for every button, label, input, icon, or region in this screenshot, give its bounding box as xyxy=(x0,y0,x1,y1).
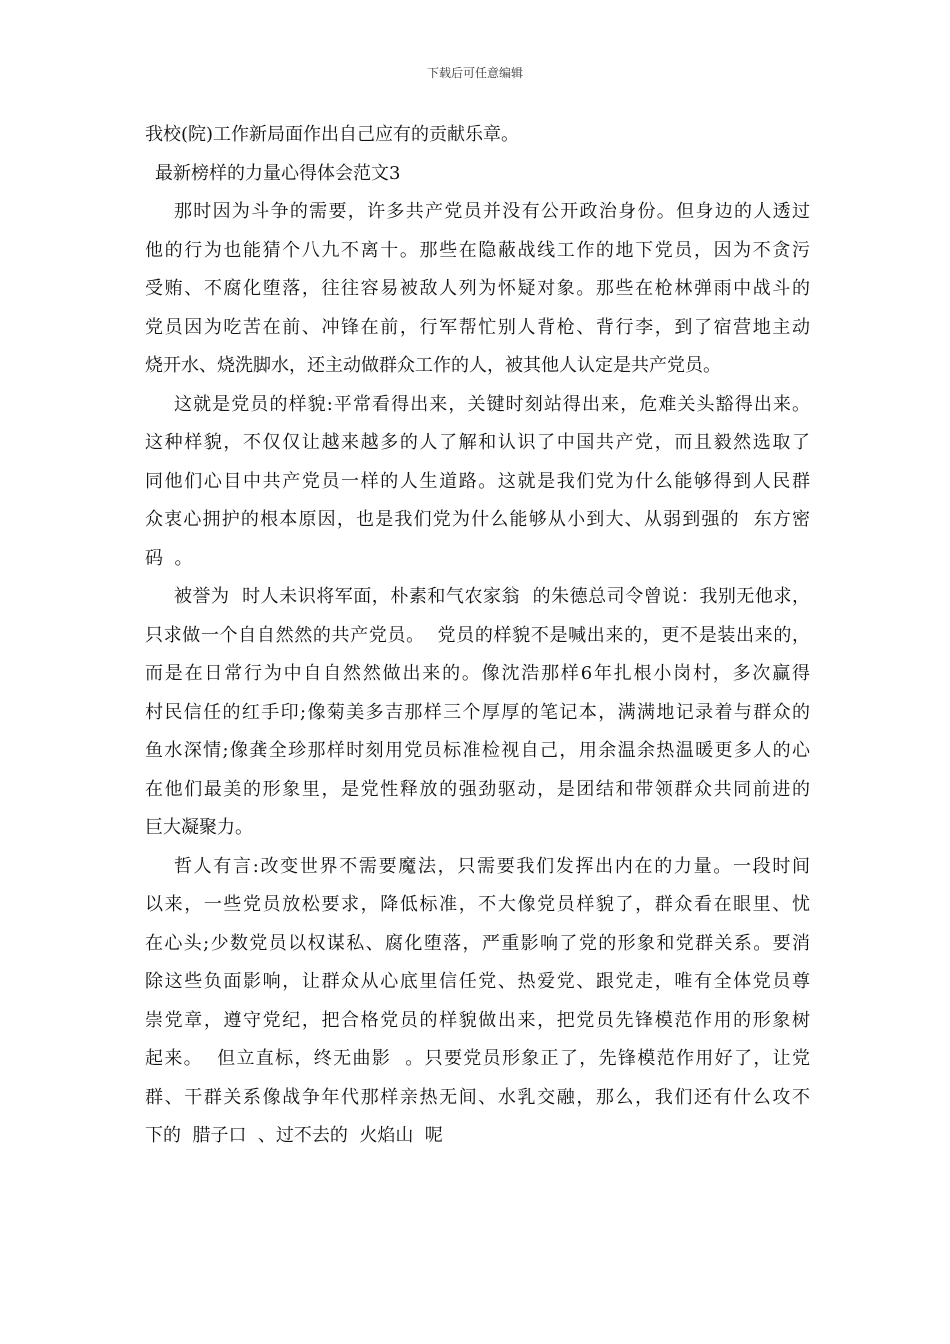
text-line: 村民信任的红手印;像菊美多吉那样三个厚厚的笔记本，满满地记录着与群众的 xyxy=(145,701,810,723)
text-line: 同他们心目中共产党员一样的人生道路。这就是我们党为什么能够得到人民群 xyxy=(145,470,810,492)
text-line: 这种样貌，不仅仅让越来越多的人了解和认识了中国共产党，而且毅然选取了 xyxy=(145,432,810,453)
text-line: 哲人有言:改变世界不需要魔法，只需要我们发挥出内在的力量。一段时间 xyxy=(174,855,810,877)
text-line: 除这些负面影响，让群众从心底里信任党、热爱党、跟党走，唯有全体党员尊 xyxy=(145,971,810,992)
text-line: 以来，一些党员放松要求，降低标准，不大像党员样貌了，群众看在眼里、忧 xyxy=(145,894,810,915)
text-line: 群、干群关系像战争年代那样亲热无间、水乳交融，那么，我们还有什么攻不 xyxy=(145,1086,810,1108)
text-line: 受贿、不腐化堕落，往往容易被敌人列为怀疑对象。那些在枪林弹雨中战斗的 xyxy=(145,278,810,299)
text-line: 烧开水、烧洗脚水，还主动做群众工作的人，被其他人认定是共产党员。 xyxy=(145,355,721,376)
text-line: 这就是党员的样貌:平常看得出来，关键时刻站得出来，危难关头豁得出来。 xyxy=(174,393,810,415)
text-line: 而是在日常行为中自自然然做出来的。像沈浩那样6年扎根小岗村，多次赢得 xyxy=(145,663,810,684)
text-line: 巨大凝聚力。 xyxy=(145,817,253,838)
text-line: 被誉为 时人未识将军面，朴素和气农家翁 的朱德总司令曾说：我别无他求， xyxy=(174,586,810,607)
text-line: 众衷心拥护的根本原因，也是我们党为什么能够从小到大、从弱到强的 东方密 xyxy=(145,509,810,530)
text-line: 起来。 但立直标，终无曲影 。只要党员形象正了，先锋模范作用好了，让党 xyxy=(145,1048,810,1069)
section-title: 最新榜样的力量心得体会范文3 xyxy=(155,162,401,184)
text-line: 只求做一个自自然然的共产党员。 党员的样貌不是喊出来的，更不是装出来的， xyxy=(145,624,810,646)
text-line: 在他们最美的形象里，是党性释放的强劲驱动，是团结和带领群众共同前进的 xyxy=(145,778,810,800)
header-note: 下载后可任意编辑 xyxy=(426,66,523,80)
text-line: 码 。 xyxy=(145,547,193,569)
text-line: 在心头;少数党员以权谋私、腐化堕落，严重影响了党的形象和党群关系。要消 xyxy=(145,932,810,954)
document-body xyxy=(145,116,810,1156)
text-line: 那时因为斗争的需要，许多共产党员并没有公开政治身份。但身边的人透过 xyxy=(174,201,810,222)
text-line: 他的行为也能猜个八九不离十。那些在隐蔽战线工作的地下党员，因为不贪污 xyxy=(145,239,810,261)
text-line: 崇党章，遵守党纪，把合格党员的样貌做出来，把党员先锋模范作用的形象树 xyxy=(145,1009,810,1031)
text-line: 鱼水深情;像龚全珍那样时刻用党员标准检视自己，用余温余热温暖更多人的心 xyxy=(145,740,810,761)
text-line: 党员因为吃苦在前、冲锋在前，行军帮忙别人背枪、背行李，到了宿营地主动 xyxy=(145,316,810,338)
text-line: 我校(院)工作新局面作出自己应有的贡献乐章。 xyxy=(145,124,520,145)
text-line: 下的 腊子口 、过不去的 火焰山 呢 xyxy=(145,1125,443,1146)
